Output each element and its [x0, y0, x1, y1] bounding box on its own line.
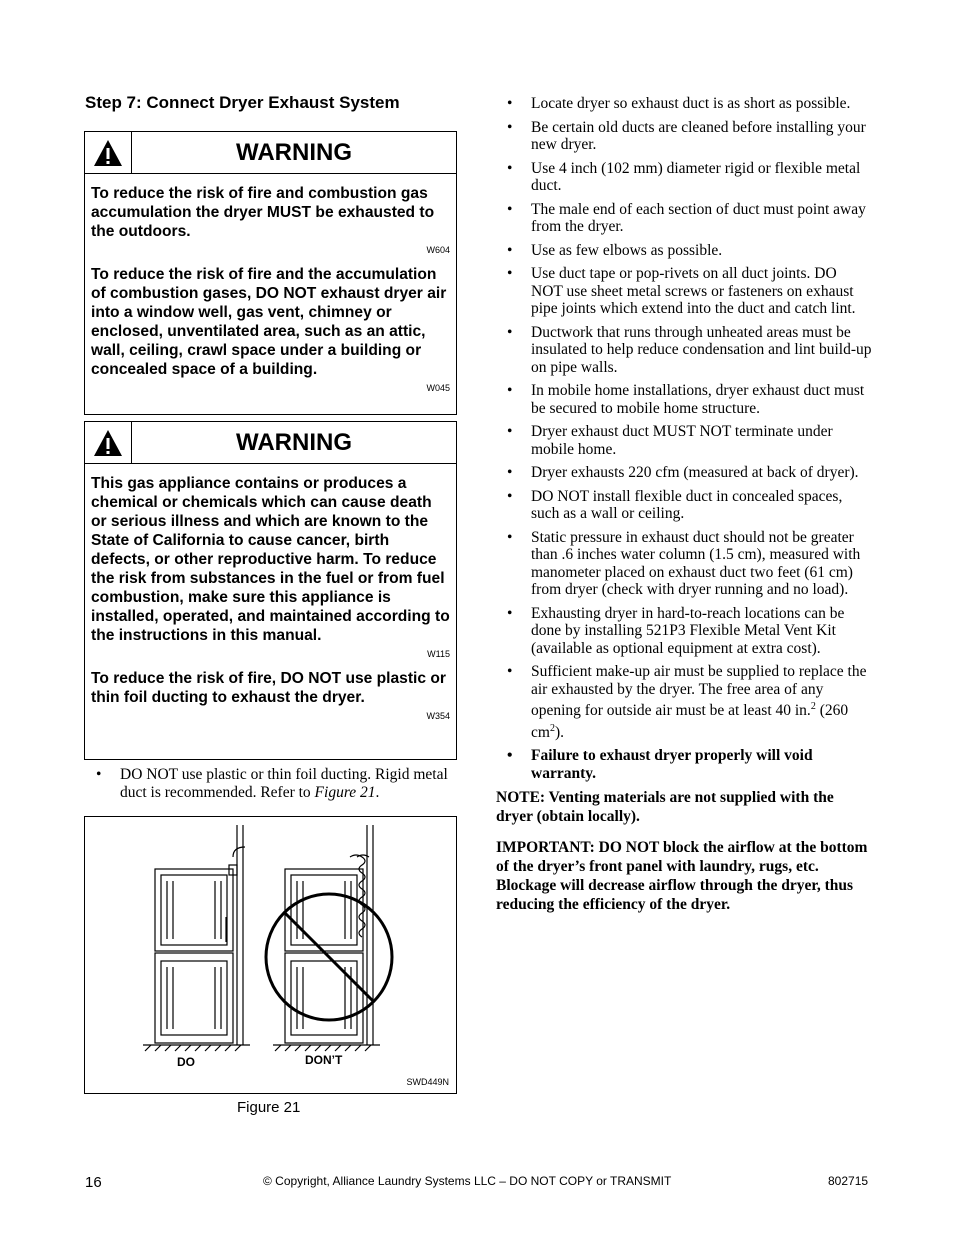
list-item-text: Use 4 inch (102 mm) diameter rigid or flexible metal duct.	[531, 159, 861, 194]
list-item	[496, 529, 872, 599]
document-number: 802715	[828, 1174, 869, 1188]
warning-title: WARNING	[236, 139, 352, 166]
bullet: •	[507, 95, 513, 112]
list-item-text: Sufficient make-up air must be supplied to replace the air exhausted by the dryer. The free area of any opening for outside air must be at least 40 in.	[531, 663, 867, 720]
copyright-notice: © Copyright, Alliance Laundry Systems LLC – DO NOT COPY or TRANSMIT	[263, 1174, 672, 1188]
list-item-text: Be certain old ducts are cleaned before installing your new dryer.	[531, 118, 866, 153]
warning-triangle-icon	[85, 422, 132, 463]
bullet: •	[507, 604, 513, 622]
list-item	[496, 160, 872, 195]
list-item	[496, 242, 872, 260]
warning-code: W115	[427, 649, 450, 659]
bullet: •	[507, 200, 513, 218]
note-text: NOTE: Venting materials are not supplied with the dryer (obtain locally).	[496, 789, 834, 826]
warning-text: This gas appliance contains or produces a chemical or chemicals which can cause death or serious illness and which are known to the State of California to cause cancer, birth defects, or other reproductive harm. To reduce the risk from substances in the fuel or from fuel combustion, make sure this appliance is installed, operated, and maintained according to the instructions in this manual.	[91, 475, 450, 644]
bullet: •	[507, 323, 513, 341]
left-bullet-list	[85, 766, 457, 807]
warning-code: W604	[426, 245, 450, 255]
bullet: •	[507, 528, 513, 546]
bullet: •	[507, 241, 513, 259]
bullet: •	[507, 159, 513, 177]
warning-box-chemical	[84, 421, 457, 760]
bullet: •	[507, 747, 513, 765]
right-column	[496, 95, 872, 914]
list-item-text: Use as few elbows as possible.	[531, 241, 723, 259]
superscript: 2	[549, 722, 555, 734]
list-item-text: Ductwork that runs through unheated areas must be insulated to help reduce condensation and lint build-up on pipe walls.	[531, 323, 872, 376]
bullet: •	[507, 118, 513, 136]
figure-21	[84, 816, 457, 1094]
warning-title: WARNING	[236, 429, 352, 456]
list-item	[496, 95, 872, 113]
list-item	[496, 464, 872, 482]
list-item	[496, 747, 872, 782]
punctuation: .	[375, 783, 380, 801]
list-item	[496, 423, 872, 458]
warning-code: W354	[426, 711, 450, 721]
list-item-text: Dryer exhausts 220 cfm (measured at back of dryer).	[531, 464, 859, 481]
list-item-text: The male end of each section of duct must point away from the dryer.	[531, 200, 866, 235]
punctuation: ).	[554, 723, 564, 741]
section-heading: Step 7: Connect Dryer Exhaust System	[85, 93, 400, 112]
bullet: •	[507, 265, 513, 282]
figure-code: SWD449N	[406, 1077, 449, 1087]
list-item-text: Failure to exhaust dryer properly will void warranty.	[531, 747, 813, 782]
list-item	[496, 201, 872, 236]
list-item-text: (260 cm	[531, 702, 849, 741]
dont-label: DON’T	[305, 1053, 343, 1067]
warning-text: To reduce the risk of fire, DO NOT use plastic or thin foil ducting to exhaust the dryer.	[91, 670, 446, 706]
warning-triangle-icon	[85, 132, 132, 173]
list-item-text: Locate dryer so exhaust duct is as short as possible.	[531, 95, 851, 112]
figure-caption: Figure 21	[237, 1099, 301, 1116]
warning-text: To reduce the risk of fire and the accumulation of combustion gases, DO NOT exhaust dryer air into a window well, gas vent, chimney or enclosed, unventilated area, such as an attic, wall, ceiling, crawl space under a building or concealed space of a building.	[91, 266, 447, 378]
list-item	[496, 663, 872, 741]
list-item-text: Use duct tape or pop-rivets on all duct joints. DO NOT use sheet metal screws or fasteners on exhaust pipe joints which extend into the duct and catch lint.	[531, 265, 856, 317]
list-item	[496, 119, 872, 154]
warning-code: W045	[426, 383, 450, 393]
do-label: DO	[177, 1055, 195, 1069]
list-item	[496, 265, 872, 318]
list-item-text: Dryer exhaust duct MUST NOT terminate under mobile home.	[531, 423, 833, 458]
superscript: 2	[810, 701, 816, 712]
list-item	[496, 382, 872, 417]
warning-header	[85, 422, 456, 464]
warning-header	[85, 132, 456, 174]
list-item	[496, 488, 872, 523]
list-item-text: Static pressure in exhaust duct should not be greater than .6 inches water column (1.5 cm), measured with manometer placed on exhaust duct two feet (61 cm) from dryer (check with dryer running and no load).	[531, 528, 861, 598]
right-bullet-list	[496, 95, 872, 657]
list-item	[496, 605, 872, 658]
list-item-text: DO NOT use plastic or thin foil ducting. Rigid metal duct is recommended. Refer to	[120, 766, 448, 801]
bullet: •	[507, 382, 513, 399]
list-item-text: Exhausting dryer in hard-to-reach locations can be done by installing 521P3 Flexible Metal Vent Kit (available as optional equipment at extra cost).	[531, 604, 845, 657]
warning-text: To reduce the risk of fire and combustion gas accumulation the dryer MUST be exhausted to the outdoors.	[91, 185, 435, 240]
bullet: •	[96, 766, 102, 783]
page-number: 16	[85, 1174, 102, 1191]
bullet: •	[507, 487, 513, 505]
warning-box-fire	[84, 131, 457, 415]
bullet: •	[507, 464, 513, 481]
bullet: •	[507, 663, 513, 680]
list-item	[85, 766, 457, 801]
list-item-text: DO NOT install flexible duct in concealed spaces, such as a wall or ceiling.	[531, 487, 843, 522]
important-text: IMPORTANT: DO NOT block the airflow at the bottom of the dryer’s front panel with laundry, rugs, etc. Blockage will decrease airflow through the dryer, thus reducing the efficiency of the dryer.	[496, 839, 868, 914]
exhaust-illustration	[85, 817, 456, 1093]
bullet: •	[507, 423, 513, 440]
list-item-text: In mobile home installations, dryer exhaust duct must be secured to mobile home structure.	[531, 382, 865, 417]
figure-reference-link[interactable]: Figure 21	[314, 783, 376, 801]
list-item	[496, 324, 872, 377]
